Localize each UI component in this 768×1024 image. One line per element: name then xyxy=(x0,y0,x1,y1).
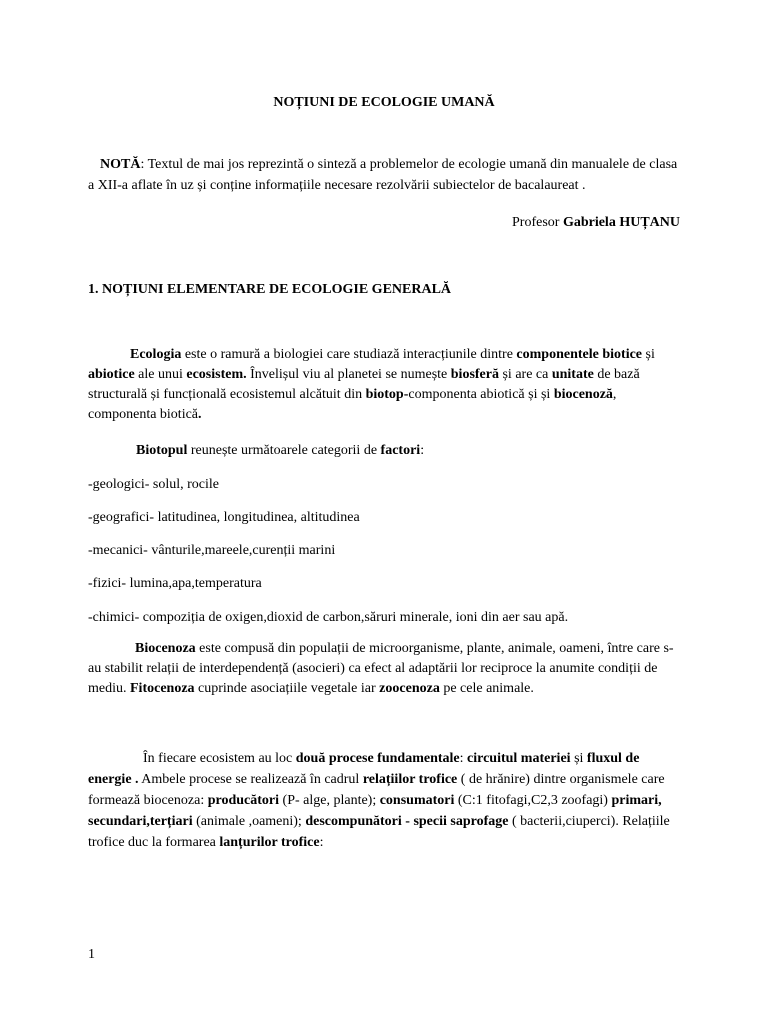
note-paragraph xyxy=(88,154,680,196)
text-run: și xyxy=(642,347,655,362)
term-abiotice: abiotice xyxy=(88,367,135,382)
term-biocenoza: biocenoză xyxy=(553,387,613,402)
author-role: Profesor xyxy=(512,215,560,230)
term-consumatori: consumatori xyxy=(379,793,455,808)
text-run: este compusă din populații de microorganisme, plante, animale, oameni, între care s-au stabilit relații de interdependență (asocieri) ca efect al adaptării lor reciproce la anumite condiții de mediu. xyxy=(88,641,674,696)
term-componentele-biotice: componentele biotice xyxy=(516,347,643,362)
text-run: componenta abiotică și și xyxy=(408,387,554,402)
document-title: NOȚIUNI DE ECOLOGIE UMANĂ xyxy=(273,95,495,110)
text-run: Învelișul viu al planetei se numește xyxy=(246,367,451,382)
text-run: ale unui xyxy=(134,367,187,382)
term-ecologia: Ecologia xyxy=(130,347,182,362)
term-fitocenoza: Fitocenoza xyxy=(130,681,195,696)
term-ecosistem: ecosistem. xyxy=(186,367,247,382)
term-descompunatori: descompunători - specii saprofage xyxy=(305,814,509,829)
term-biotop: biotop- xyxy=(365,387,409,402)
list-item: -chimici- compoziția de oxigen,dioxid de carbon,săruri minerale, ioni din aer sau apă. xyxy=(88,610,569,625)
term-factori: factori xyxy=(380,443,421,458)
text-run: este o ramură a biologiei care studiază interacțiunile dintre xyxy=(181,347,517,362)
text-run: : xyxy=(319,835,324,850)
text-run: În fiecare ecosistem au loc xyxy=(143,751,296,766)
text-run: : xyxy=(459,751,468,766)
text-run: și xyxy=(570,751,587,766)
term-zoocenoza: zoocenoza xyxy=(379,681,440,696)
term-doua-procese: două procese fundamentale xyxy=(295,751,460,766)
text-run: și are ca xyxy=(498,367,552,382)
text-run: (C:1 fitofagi,C2,3 zoofagi) xyxy=(454,793,612,808)
list-item: -geografici- latitudinea, longitudinea, altitudinea xyxy=(88,510,360,525)
term-lanturilor-trofice: lanțurilor trofice xyxy=(219,835,320,850)
paragraph-biotopul xyxy=(88,440,680,461)
text-run: pe cele animale. xyxy=(439,681,534,696)
text-run: Ambele procese se realizează în cadrul xyxy=(138,772,363,787)
text-run: ( de hrănire) dintre organismele care formează biocenoza: xyxy=(88,772,665,808)
term-unitate: unitate xyxy=(551,367,594,382)
page-number: 1 xyxy=(88,947,95,962)
paragraph-biocenoza xyxy=(88,639,680,699)
term-relatiilor-trofice: relațiilor trofice xyxy=(362,772,458,787)
paragraph-ecologia xyxy=(88,345,680,425)
note-text: : Textul de mai jos reprezintă o sinteză a problemelor de ecologie umană din manualele de clasa a XII-a aflate în uz și conține informațiile necesare rezolvării subiectelor de bacalaureat . xyxy=(88,157,678,193)
term-fluxul-de-energie: fluxul de energie . xyxy=(88,751,640,787)
text-run: , componenta biotică xyxy=(88,387,617,422)
term-circuitul-materiei: circuitul materiei xyxy=(467,751,571,766)
term-producatori: producători xyxy=(207,793,280,808)
section-heading: 1. NOȚIUNI ELEMENTARE DE ECOLOGIE GENERALĂ xyxy=(88,282,452,297)
term-biotopul: Biotopul xyxy=(136,443,188,458)
paragraph-procese xyxy=(88,748,680,853)
text-run: : xyxy=(420,443,425,458)
text-run: reunește următoarele categorii de xyxy=(187,443,381,458)
text-run-period: . xyxy=(198,407,202,422)
text-run: (P- alge, plante); xyxy=(279,793,380,808)
list-item: -mecanici- vânturile,mareele,curenții marini xyxy=(88,543,336,558)
term-primari-secundari-tertiari: primari, secundari,terțiari xyxy=(88,793,662,829)
author-name: Gabriela HUȚANU xyxy=(562,215,680,230)
text-run: de bază structurală și funcțională ecosistemul alcătuit din xyxy=(88,367,640,402)
list-item: -geologici- solul, rocile xyxy=(88,477,220,492)
term-biocenoza: Biocenoza xyxy=(135,641,196,656)
text-run: ( bacterii,ciuperci). Relațiile trofice duc la formarea xyxy=(88,814,670,850)
term-biosfera: biosferă xyxy=(450,367,499,382)
note-label: NOTĂ xyxy=(100,157,141,172)
text-run: (animale ,oameni); xyxy=(192,814,306,829)
author-line xyxy=(88,212,680,233)
text-run: cuprinde asociațiile vegetale iar xyxy=(194,681,380,696)
list-item: -fizici- lumina,apa,temperatura xyxy=(88,576,262,591)
